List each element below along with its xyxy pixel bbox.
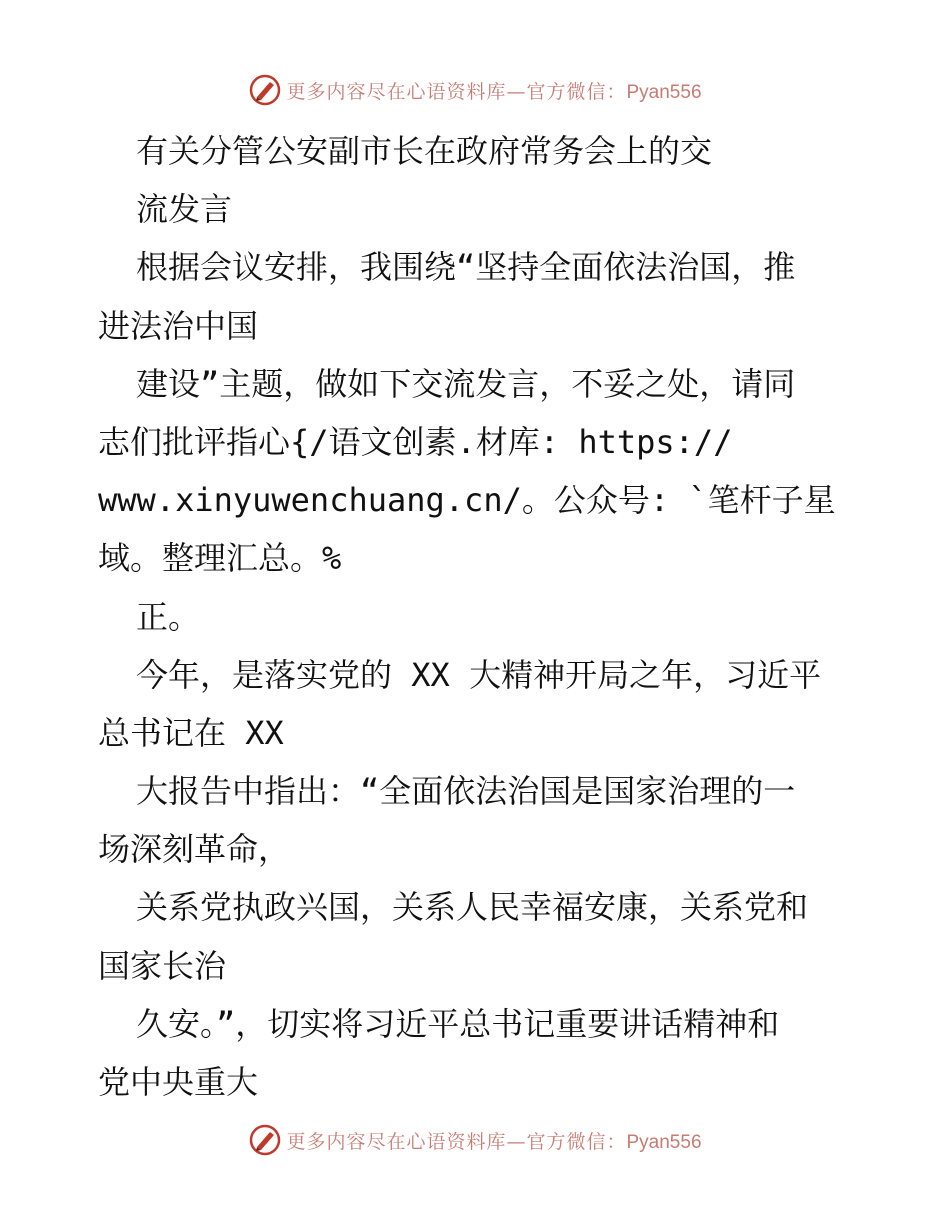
text-line: 国家长治 xyxy=(98,946,227,985)
pen-logo-icon xyxy=(248,73,282,107)
text-line: 正。 xyxy=(136,597,201,636)
watermark-text: 更多内容尽在心语资料库—官方微信：Pyan556 xyxy=(286,80,702,103)
document-body xyxy=(98,122,858,1111)
text-line: 流发言 xyxy=(136,190,233,229)
text-line: 根据会议安排，我围绕“坚持全面依法治国，推 xyxy=(136,248,796,287)
text-line: www.xinyuwenchuang.cn/。公众号: `笔杆子星 xyxy=(98,481,836,520)
footer-watermark xyxy=(0,1120,950,1160)
watermark-wechat-id: Pyan556 xyxy=(626,81,702,103)
text-line: 域。整理汇总。% xyxy=(98,539,342,578)
text-line: 有关分管公安副市长在政府常务会上的交 xyxy=(136,132,713,170)
watermark-wechat-id: Pyan556 xyxy=(626,1131,702,1153)
text-line: 场深刻革命， xyxy=(98,830,291,869)
text-line: 今年，是落实党的 XX 大精神开局之年，习近平 xyxy=(136,655,822,694)
text-line: 久安。”，切实将习近平总书记重要讲话精神和 xyxy=(136,1004,780,1043)
text-line: 关系党执政兴国，关系人民幸福安康，关系党和 xyxy=(136,888,809,927)
text-line: 大报告中指出：“全面依法治国是国家治理的一 xyxy=(136,772,796,811)
text-line: 总书记在 XX xyxy=(98,713,284,752)
watermark-text: 更多内容尽在心语资料库—官方微信：Pyan556 xyxy=(286,1130,702,1153)
text-line: 党中央重大 xyxy=(98,1063,259,1101)
pen-logo-icon xyxy=(248,1123,282,1157)
text-line: 进法治中国 xyxy=(98,306,259,345)
text-line: 建设”主题，做如下交流发言，不妥之处，请同 xyxy=(136,364,796,403)
text-line: 志们批评指心{/语文创素.材库: https:// xyxy=(98,422,733,461)
header-watermark xyxy=(0,70,950,110)
